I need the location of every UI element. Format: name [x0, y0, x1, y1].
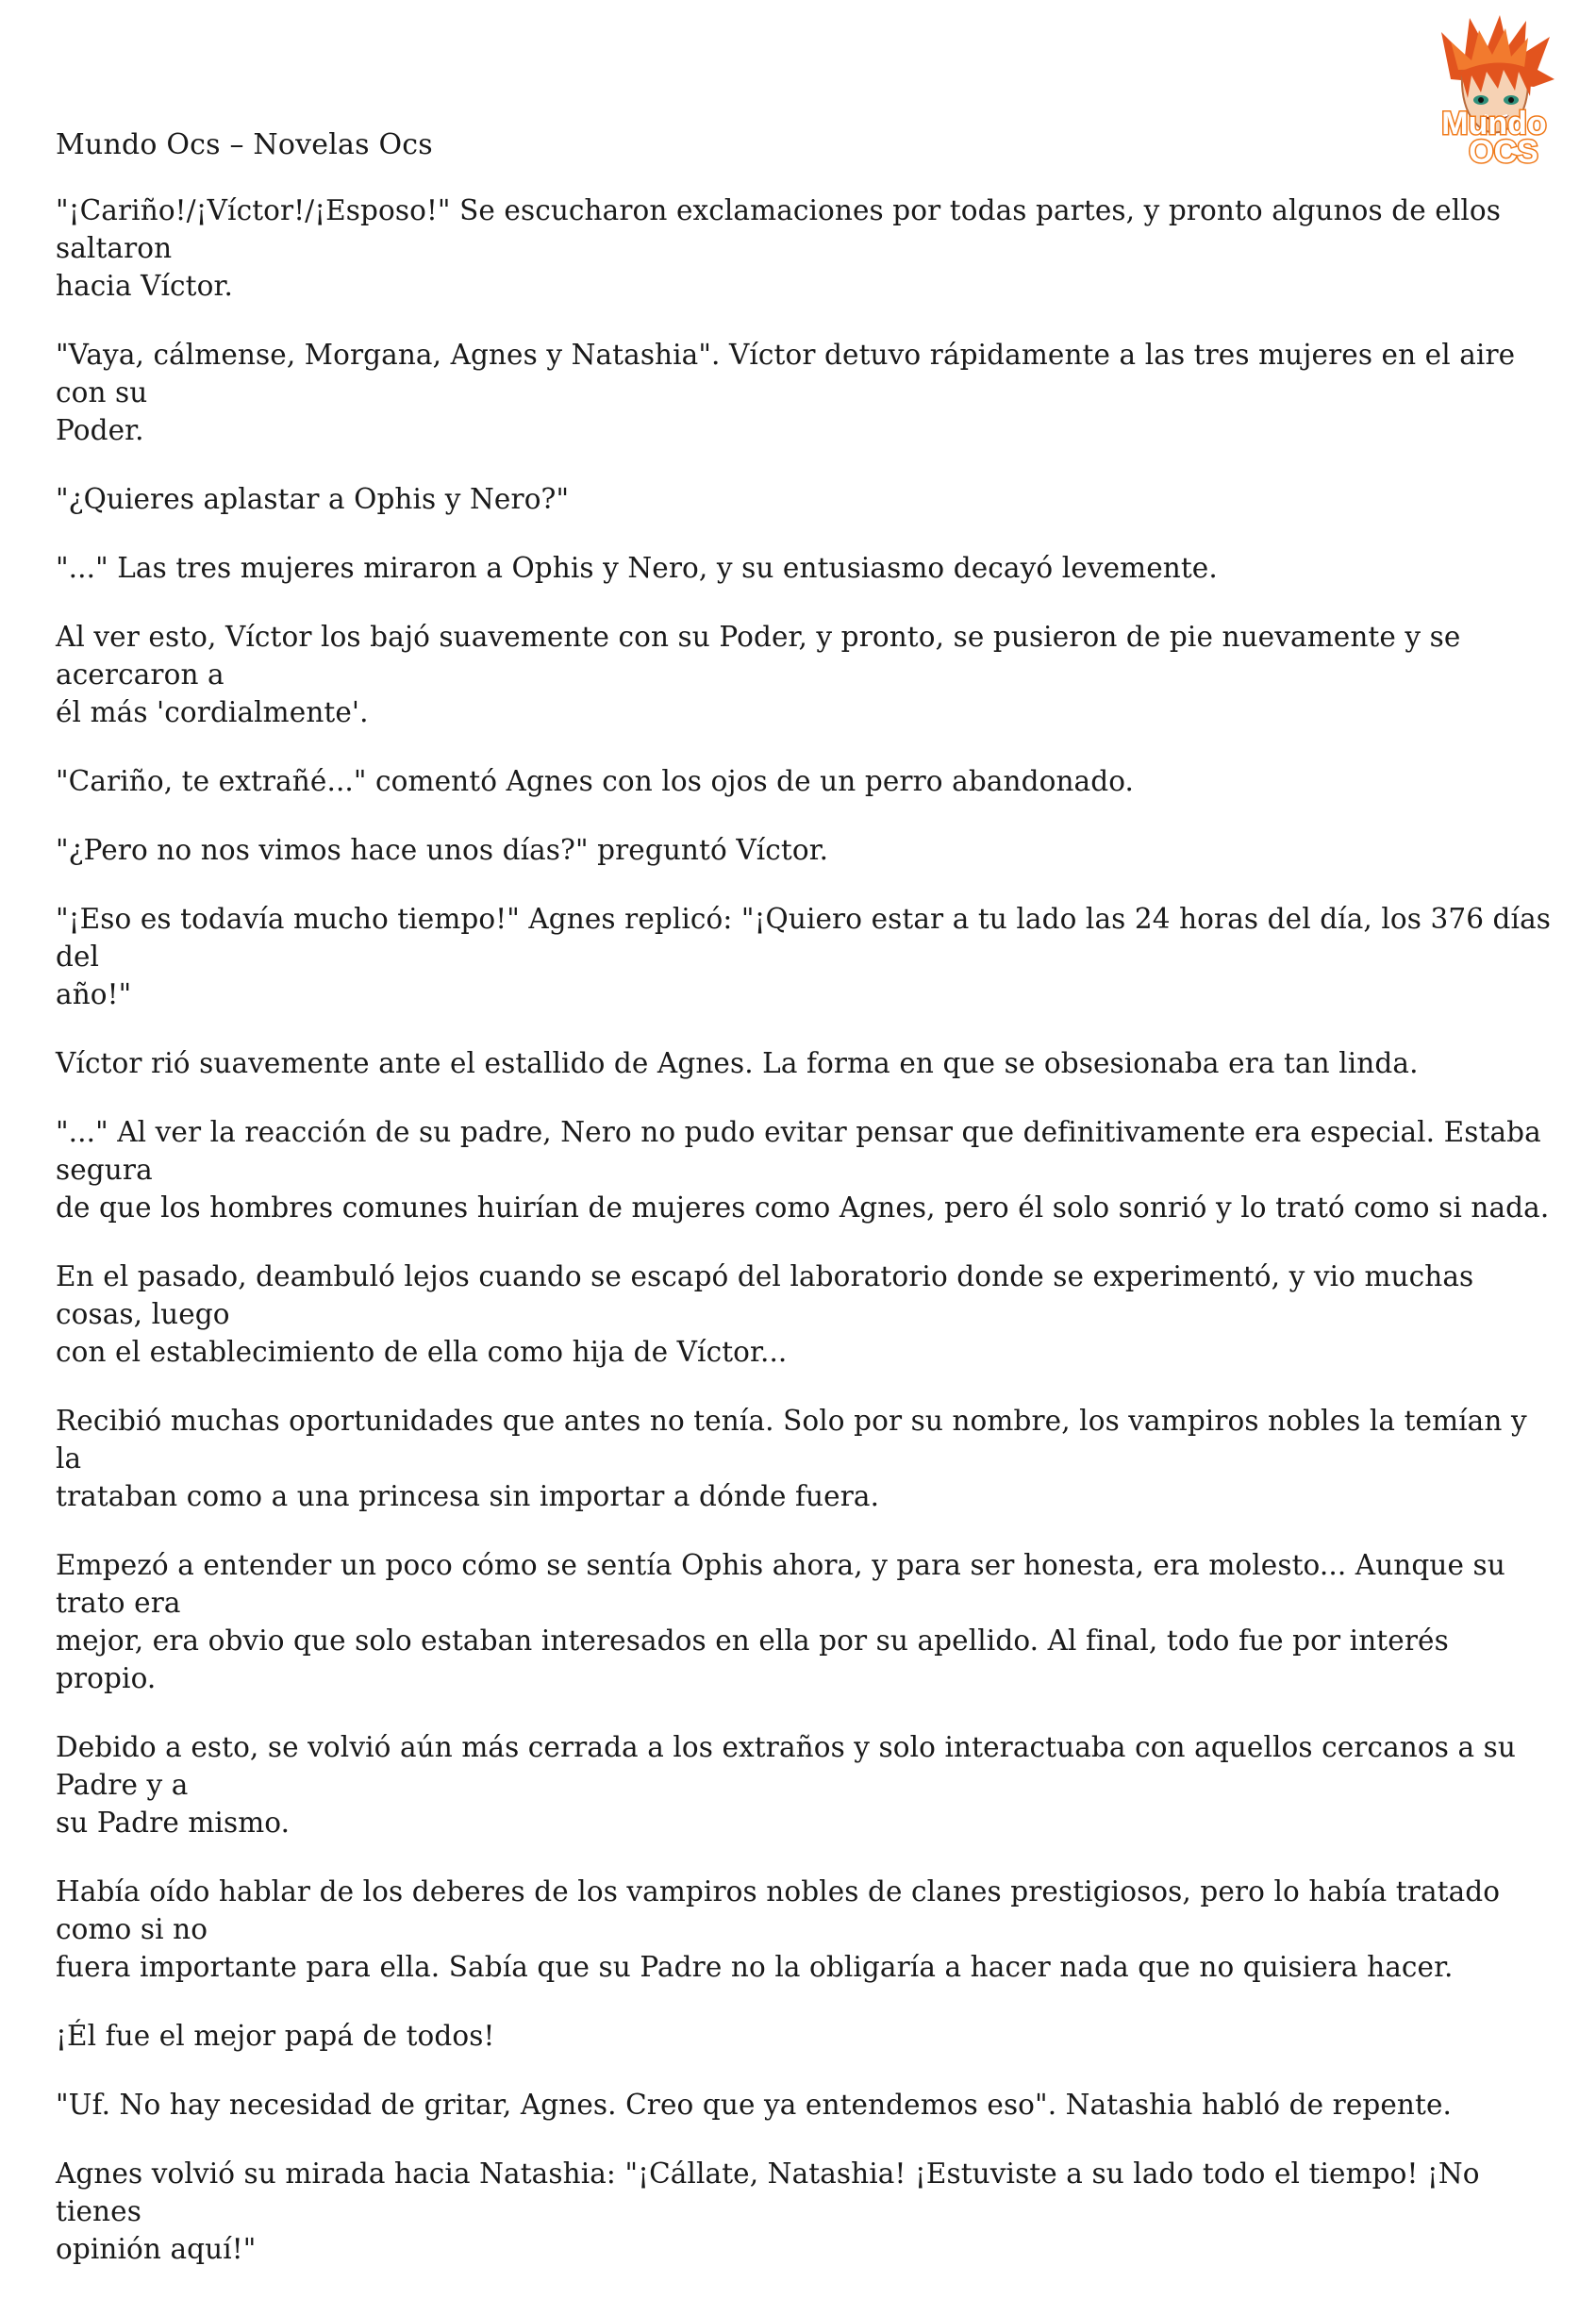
page-header: Mundo Ocs – Novelas Ocs [56, 128, 433, 161]
mundo-ocs-logo [1413, 13, 1573, 169]
paragraph: Al ver esto, Víctor los bajó suavemente con su Poder, y pronto, se pusieron de pie nuevamente y se acercaron a él más 'cordialmente'. [56, 621, 1461, 728]
paragraph: "Cariño, te extrañé..." comentó Agnes con los ojos de un perro abandonado. [56, 765, 1135, 797]
paragraph: "¡Cariño!/¡Víctor!/¡Esposo!" Se escucharon exclamaciones por todas partes, y pronto algunos de ellos saltaron hacia Víctor. [56, 194, 1501, 302]
paragraph: Recibió muchas oportunidades que antes no tenía. Solo por su nombre, los vampiros nobles la temían y la trataban como a una princesa sin importar a dónde fuera. [56, 1405, 1527, 1512]
logo-lettering [1441, 106, 1546, 169]
logo-text-line2: OCS [1469, 134, 1538, 169]
paragraph: Agnes volvió su mirada hacia Natashia: "¡Cállate, Natashia! ¡Estuviste a su lado todo el tiempo! ¡No tienes opinión aquí!" [56, 2157, 1480, 2265]
paragraph: Víctor rió suavemente ante el estallido de Agnes. La forma en que se obsesionaba era tan linda. [56, 1047, 1419, 1079]
story-body [56, 192, 1555, 2299]
paragraph: Empezó a entender un poco cómo se sentía Ophis ahora, y para ser honesta, era molesto... Aunque su trato era mejor, era obvio que solo estaban interesados en ella por su apellido. Al final, todo fue por interés propio. [56, 1549, 1505, 1694]
paragraph: ¡Él fue el mejor papá de todos! [56, 2020, 495, 2052]
paragraph: Debido a esto, se volvió aún más cerrada a los extraños y solo interactuaba con aquellos cercanos a su Padre y a su Padre mismo. [56, 1731, 1516, 1839]
paragraph: "Vaya, cálmense, Morgana, Agnes y Natashia". Víctor detuvo rápidamente a las tres mujeres en el aire con su Poder. [56, 339, 1516, 446]
paragraph: "¿Quieres aplastar a Ophis y Nero?" [56, 483, 570, 515]
paragraph: "..." Al ver la reacción de su padre, Nero no pudo evitar pensar que definitivamente era especial. Estaba segura de que los hombres comunes huirían de mujeres como Agnes, pero él solo sonrió y lo trató como si nada. [56, 1116, 1550, 1224]
paragraph: "¡Eso es todavía mucho tiempo!" Agnes replicó: "¡Quiero estar a tu lado las 24 horas del día, los 376 días del año!" [56, 903, 1552, 1010]
paragraph: Había oído hablar de los deberes de los vampiros nobles de clanes prestigiosos, pero lo había tratado como si no fuera importante para ella. Sabía que su Padre no la obligaría a hacer nada que no quisiera hacer. [56, 1875, 1501, 1983]
paragraph: "Uf. No hay necesidad de gritar, Agnes. Creo que ya entendemos eso". Natashia habló de repente. [56, 2089, 1453, 2121]
paragraph: "¿Pero no nos vimos hace unos días?" preguntó Víctor. [56, 834, 829, 866]
paragraph: "..." Las tres mujeres miraron a Ophis y Nero, y su entusiasmo decayó levemente. [56, 552, 1218, 584]
paragraph: En el pasado, deambuló lejos cuando se escapó del laboratorio donde se experimentó, y vio muchas cosas, luego con el establecimiento de ella como hija de Víctor... [56, 1260, 1474, 1368]
logo-text-line1: Mundo [1441, 106, 1547, 142]
